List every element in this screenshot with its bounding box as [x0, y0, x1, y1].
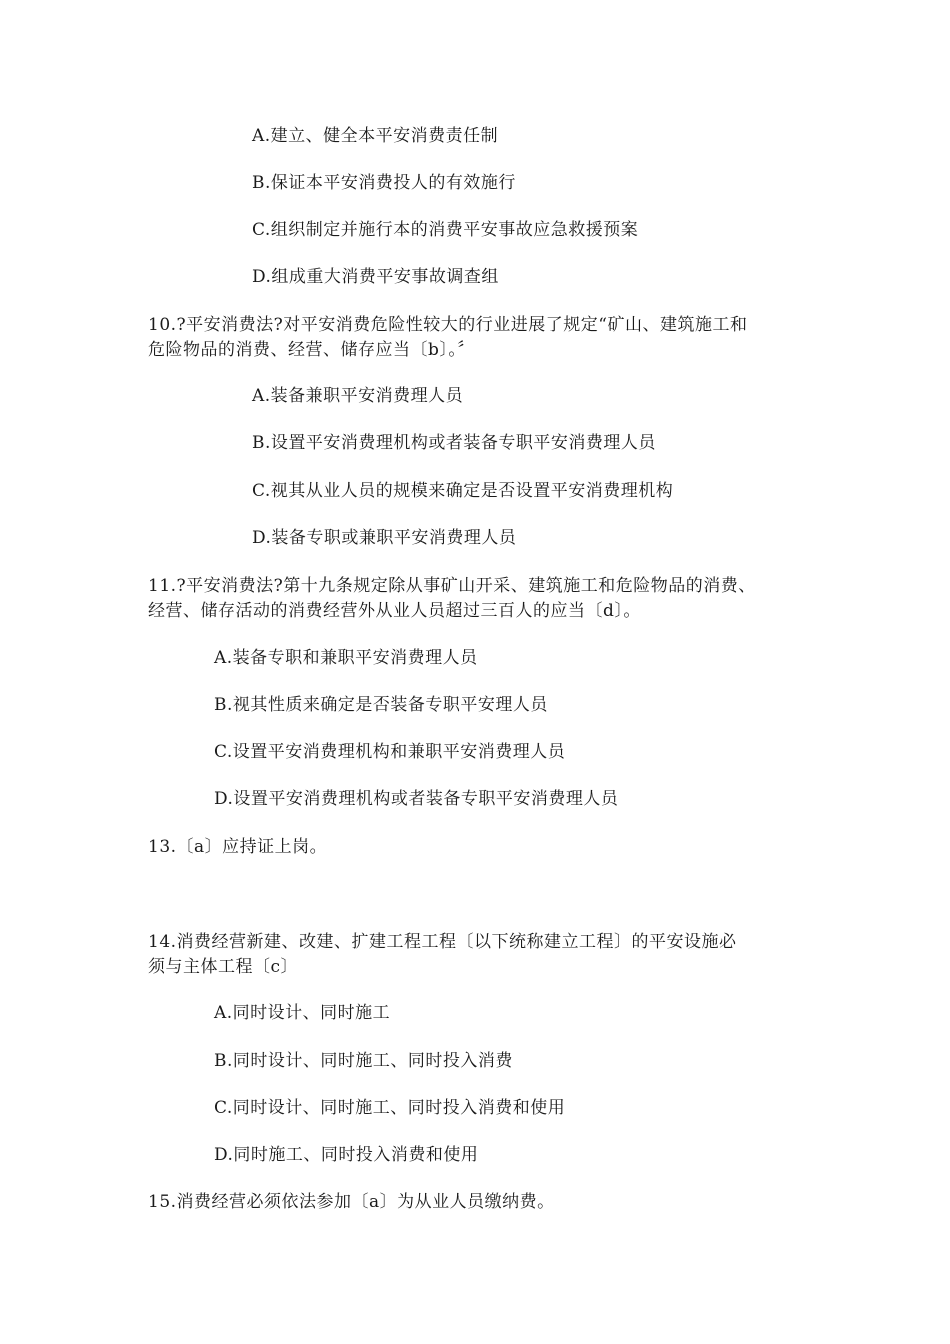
option-d: D.装备专职或兼职平安消费理人员 [252, 528, 517, 548]
question-11-text: 11.?平安消费法?第十九条规定除从事矿山开采、建筑施工和危险物品的消费、 [148, 576, 756, 596]
question-11-text-cont: 经营、储存活动的消费经营外从业人员超过三百人的应当〔d〕。 [148, 601, 641, 621]
option-a: A.装备专职和兼职平安消费理人员 [214, 648, 478, 668]
option-a: A.装备兼职平安消费理人员 [252, 386, 464, 406]
option-d: D.组成重大消费平安事故调查组 [252, 267, 499, 287]
option-c: C.组织制定并施行本的消费平安事故应急救援预案 [252, 220, 639, 240]
option-c: C.设置平安消费理机构和兼职平安消费理人员 [214, 742, 566, 762]
option-a: A.建立、健全本平安消费责任制 [252, 126, 499, 146]
option-c: C.同时设计、同时施工、同时投入消费和使用 [214, 1098, 566, 1118]
option-a: A.同时设计、同时施工 [214, 1003, 391, 1023]
question-13-text: 13.〔a〕应持证上岗。 [148, 837, 328, 857]
question-15-text: 15.消费经营必须依法参加〔a〕为从业人员缴纳费。 [148, 1192, 555, 1212]
question-14-text: 14.消费经营新建、改建、扩建工程工程〔以下统称建立工程〕的平安设施必 [148, 932, 737, 952]
option-b: B.视其性质来确定是否装备专职平安理人员 [214, 695, 548, 715]
option-b: B.设置平安消费理机构或者装备专职平安消费理人员 [252, 433, 656, 453]
option-b: B.同时设计、同时施工、同时投入消费 [214, 1051, 513, 1071]
option-d: D.同时施工、同时投入消费和使用 [214, 1145, 479, 1165]
option-c: C.视其从业人员的规模来确定是否设置平安消费理机构 [252, 481, 674, 501]
question-10-text: 10.?平安消费法?对平安消费危险性较大的行业进展了规定“矿山、建筑施工和 [148, 315, 748, 335]
option-d: D.设置平安消费理机构或者装备专职平安消费理人员 [214, 789, 619, 809]
option-b: B.保证本平安消费投人的有效施行 [252, 173, 516, 193]
question-10-text-cont: 危险物品的消费、经营、储存应当〔b〕。〞 [148, 340, 475, 360]
question-14-text-cont: 须与主体工程〔c〕 [148, 957, 299, 977]
